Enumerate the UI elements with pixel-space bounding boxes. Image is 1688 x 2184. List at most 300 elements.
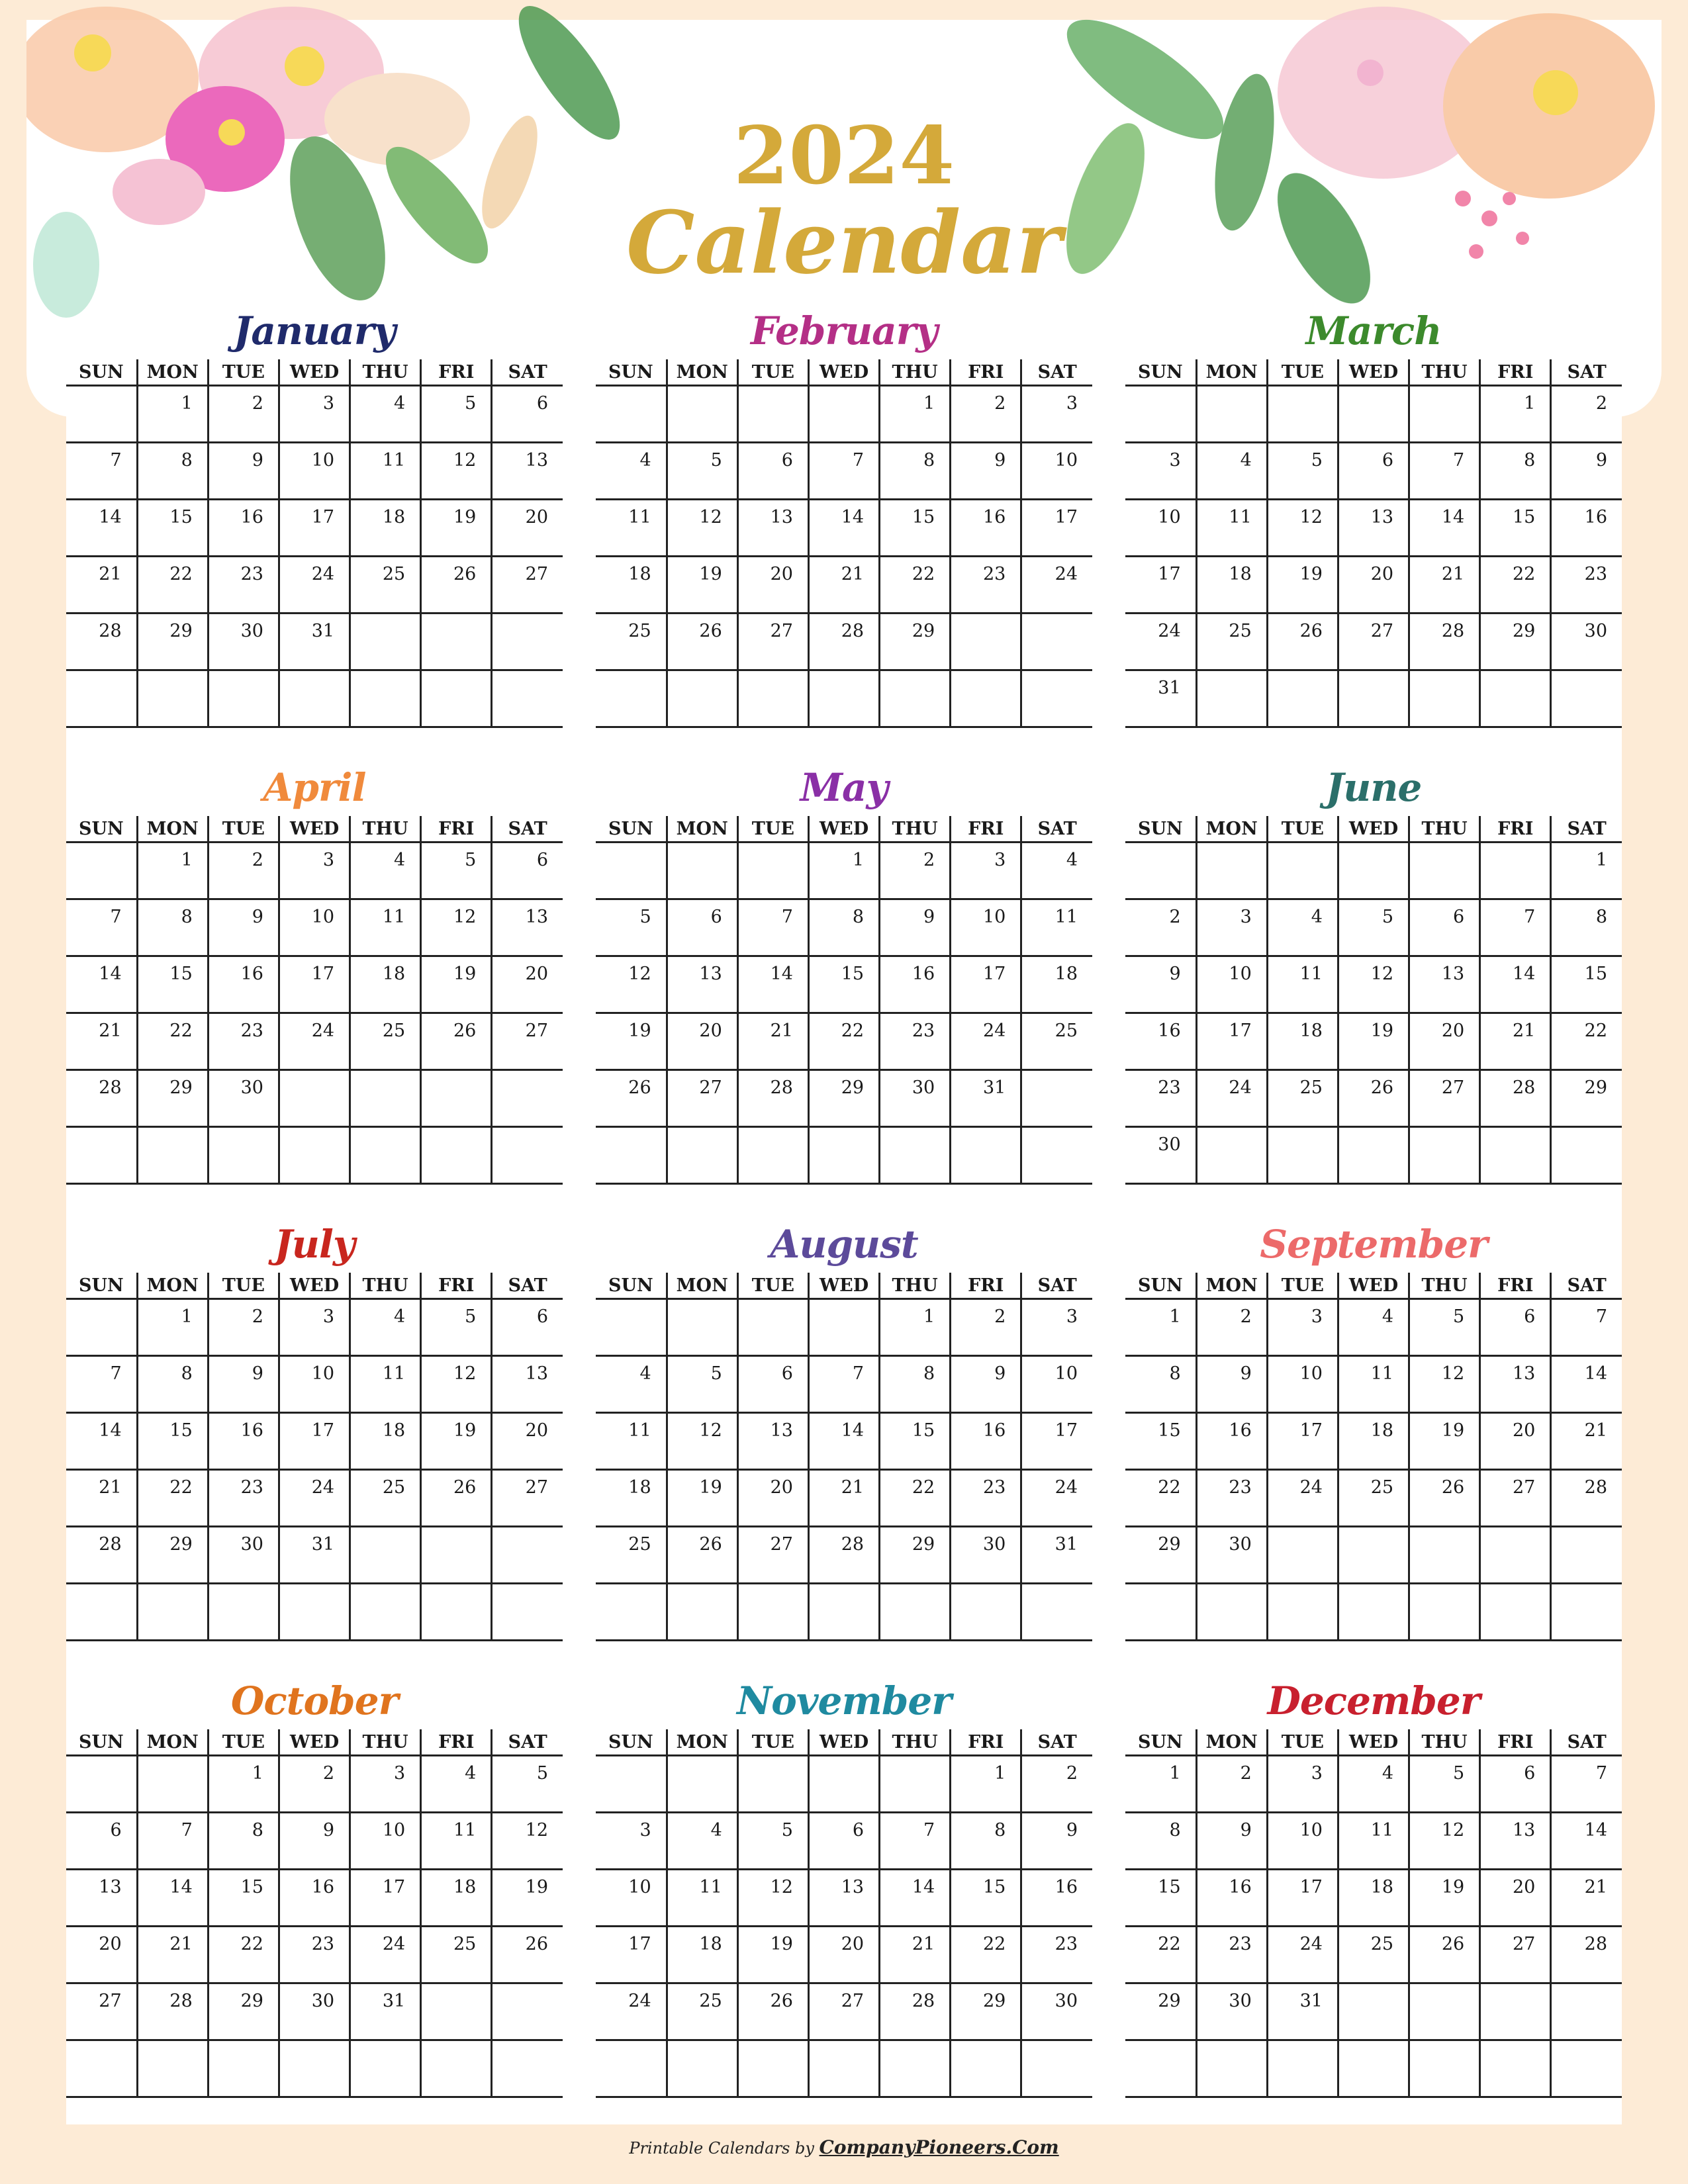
- day-number: 8: [252, 1820, 263, 1841]
- day-cell: [596, 386, 667, 443]
- weekday-header: SAT: [1021, 1273, 1092, 1299]
- day-number: 16: [240, 964, 263, 984]
- day-number: 11: [1370, 1363, 1394, 1384]
- week-row: [596, 1356, 1092, 1413]
- day-cell: [1021, 1756, 1092, 1813]
- day-cell: [279, 899, 350, 956]
- day-cell: [1480, 386, 1551, 443]
- day-cell: [808, 1983, 879, 2040]
- day-number: [739, 387, 808, 393]
- day-number: [1339, 1984, 1408, 1991]
- day-cell: [350, 956, 421, 1013]
- day-number: 6: [1453, 907, 1465, 927]
- day-cell: [1125, 386, 1196, 443]
- weekday-header: THU: [1409, 1273, 1480, 1299]
- week-row: [596, 1527, 1092, 1584]
- day-cell: [1021, 443, 1092, 500]
- day-number: 13: [1441, 964, 1465, 984]
- day-number: 18: [382, 964, 406, 984]
- day-number: [1339, 671, 1408, 678]
- day-cell: [492, 2040, 563, 2097]
- day-number: [138, 2041, 207, 2048]
- day-cell: [421, 1584, 492, 1641]
- day-number: 5: [781, 1820, 793, 1841]
- day-number: 2: [1240, 1763, 1252, 1784]
- day-cell: [137, 1127, 208, 1184]
- day-number: [1481, 671, 1550, 678]
- month-grid: [596, 359, 1092, 728]
- day-cell: [350, 1356, 421, 1413]
- day-number: 11: [1299, 964, 1323, 984]
- week-row: [596, 1983, 1092, 2040]
- week-row: [66, 2040, 563, 2097]
- day-number: [1410, 387, 1479, 393]
- day-number: [1481, 843, 1550, 850]
- day-number: 30: [1229, 1991, 1252, 2011]
- day-number: 19: [628, 1021, 651, 1041]
- day-number: 21: [841, 1477, 865, 1498]
- day-cell: [137, 443, 208, 500]
- day-cell: [667, 1584, 737, 1641]
- day-number: [810, 1756, 878, 1763]
- day-number: 4: [710, 1820, 722, 1841]
- day-cell: [208, 557, 279, 614]
- day-cell: [1409, 1870, 1480, 1927]
- day-cell: [137, 842, 208, 899]
- weekday-header: FRI: [421, 816, 492, 842]
- day-cell: [279, 386, 350, 443]
- day-cell: [208, 670, 279, 727]
- week-row: [596, 557, 1092, 614]
- day-cell: [880, 386, 951, 443]
- day-cell: [1267, 670, 1338, 727]
- day-number: 9: [923, 907, 935, 927]
- day-number: 15: [841, 964, 865, 984]
- day-cell: [1196, 1983, 1267, 2040]
- day-number: 5: [536, 1763, 548, 1784]
- month-name: April: [263, 765, 366, 810]
- month-name: July: [274, 1222, 355, 1267]
- day-number: [422, 1128, 491, 1134]
- day-number: [351, 1128, 420, 1134]
- weekday-header: SAT: [492, 816, 563, 842]
- day-cell: [667, 1299, 737, 1356]
- day-cell: [1267, 614, 1338, 670]
- day-number: [1339, 1128, 1408, 1134]
- day-number: 22: [240, 1934, 263, 1954]
- day-number: 25: [453, 1934, 477, 1954]
- weekday-header: FRI: [951, 359, 1021, 386]
- week-row: [596, 842, 1092, 899]
- day-number: 24: [311, 1477, 335, 1498]
- day-number: 19: [1299, 564, 1323, 584]
- day-number: [492, 671, 563, 678]
- day-cell: [667, 1470, 737, 1527]
- day-cell: [137, 1470, 208, 1527]
- day-number: 13: [1370, 507, 1394, 527]
- day-number: 7: [781, 907, 793, 927]
- day-cell: [1551, 1470, 1622, 1527]
- day-number: 24: [982, 1021, 1006, 1041]
- day-cell: [880, 443, 951, 500]
- day-number: 2: [252, 850, 263, 870]
- day-cell: [1021, 500, 1092, 557]
- day-cell: [1125, 1813, 1196, 1870]
- day-number: 14: [841, 507, 865, 527]
- weekday-header: SUN: [596, 816, 667, 842]
- day-number: 15: [169, 507, 193, 527]
- day-number: 23: [1229, 1934, 1252, 1954]
- day-number: 7: [1595, 1763, 1607, 1784]
- day-number: 15: [1158, 1420, 1181, 1441]
- day-number: 2: [994, 393, 1006, 414]
- day-number: 5: [465, 1306, 477, 1327]
- day-cell: [492, 1584, 563, 1641]
- day-cell: [1409, 1927, 1480, 1983]
- day-number: 23: [1229, 1477, 1252, 1498]
- day-number: [1481, 2041, 1550, 2048]
- day-cell: [737, 1470, 808, 1527]
- day-cell: [951, 1299, 1021, 1356]
- week-row: [596, 500, 1092, 557]
- day-number: 14: [1584, 1820, 1607, 1841]
- day-cell: [808, 2040, 879, 2097]
- weekday-header: THU: [1409, 1729, 1480, 1756]
- day-cell: [1409, 1983, 1480, 2040]
- footer-prefix: Printable Calendars by: [629, 2139, 820, 2158]
- day-number: [1268, 1527, 1337, 1534]
- day-cell: [66, 1983, 137, 2040]
- day-cell: [737, 614, 808, 670]
- day-number: 23: [1055, 1934, 1078, 1954]
- day-cell: [350, 443, 421, 500]
- weekday-header: TUE: [208, 359, 279, 386]
- day-cell: [1551, 1070, 1622, 1127]
- day-cell: [66, 956, 137, 1013]
- weekday-header: THU: [880, 359, 951, 386]
- day-cell: [208, 1527, 279, 1584]
- day-cell: [350, 1127, 421, 1184]
- day-number: 13: [525, 907, 548, 927]
- day-number: 23: [982, 1477, 1006, 1498]
- day-number: 18: [1229, 564, 1252, 584]
- weekday-header: WED: [279, 359, 350, 386]
- day-cell: [492, 1013, 563, 1070]
- day-cell: [951, 899, 1021, 956]
- day-cell: [1480, 1413, 1551, 1470]
- day-cell: [1338, 2040, 1409, 2097]
- day-cell: [1125, 1927, 1196, 1983]
- day-cell: [1125, 1584, 1196, 1641]
- weekday-header: WED: [808, 1729, 879, 1756]
- weekday-header: WED: [808, 816, 879, 842]
- day-cell: [880, 956, 951, 1013]
- week-row: [66, 1927, 563, 1983]
- day-number: 16: [1584, 507, 1607, 527]
- day-cell: [1551, 1983, 1622, 2040]
- day-cell: [66, 2040, 137, 2097]
- day-number: 15: [1512, 507, 1536, 527]
- weekday-header: TUE: [737, 1729, 808, 1756]
- day-number: [880, 1756, 949, 1763]
- day-number: 1: [252, 1763, 263, 1784]
- day-number: 22: [1158, 1934, 1181, 1954]
- day-number: 9: [252, 1363, 263, 1384]
- day-cell: [1409, 2040, 1480, 2097]
- day-cell: [208, 1127, 279, 1184]
- day-number: 31: [1055, 1534, 1078, 1555]
- week-row: [66, 1527, 563, 1584]
- week-row: [596, 1584, 1092, 1641]
- day-number: 12: [525, 1820, 548, 1841]
- day-number: 13: [841, 1877, 865, 1897]
- day-number: 12: [453, 450, 477, 471]
- day-cell: [1125, 899, 1196, 956]
- day-cell: [1021, 1299, 1092, 1356]
- day-number: 10: [1299, 1820, 1323, 1841]
- day-number: 11: [1370, 1820, 1394, 1841]
- weekday-header: SUN: [66, 1273, 137, 1299]
- day-number: [668, 843, 737, 850]
- day-number: 12: [1299, 507, 1323, 527]
- day-number: 28: [841, 621, 865, 641]
- day-number: 10: [311, 907, 335, 927]
- day-number: [810, 671, 878, 678]
- day-cell: [1125, 557, 1196, 614]
- day-number: 2: [252, 393, 263, 414]
- day-cell: [1551, 2040, 1622, 2097]
- day-cell: [880, 1127, 951, 1184]
- day-number: [1410, 671, 1479, 678]
- day-cell: [596, 1756, 667, 1813]
- day-number: 3: [1066, 393, 1078, 414]
- day-cell: [1267, 1756, 1338, 1813]
- day-cell: [137, 1983, 208, 2040]
- day-cell: [1021, 1870, 1092, 1927]
- day-cell: [421, 557, 492, 614]
- day-cell: [951, 1870, 1021, 1927]
- day-cell: [279, 1927, 350, 1983]
- day-number: 4: [1382, 1763, 1394, 1784]
- day-number: [739, 1128, 808, 1134]
- day-number: [596, 2041, 666, 2048]
- week-row: [596, 1413, 1092, 1470]
- day-number: 1: [1595, 850, 1607, 870]
- day-cell: [279, 1413, 350, 1470]
- day-number: 15: [982, 1877, 1006, 1897]
- day-cell: [880, 1527, 951, 1584]
- day-cell: [808, 1927, 879, 1983]
- day-number: 1: [1524, 393, 1536, 414]
- day-cell: [208, 386, 279, 443]
- day-cell: [880, 670, 951, 727]
- day-number: 30: [912, 1077, 935, 1098]
- day-cell: [1480, 1299, 1551, 1356]
- footer-brand[interactable]: CompanyPioneers.Com: [819, 2136, 1059, 2158]
- day-number: [209, 671, 278, 678]
- day-number: 4: [1240, 450, 1252, 471]
- day-number: [668, 387, 737, 393]
- day-cell: [208, 1983, 279, 2040]
- day-number: 28: [169, 1991, 193, 2011]
- month-grid: [66, 359, 563, 728]
- day-number: 30: [240, 1077, 263, 1098]
- weekday-header: THU: [350, 1273, 421, 1299]
- day-number: 20: [699, 1021, 722, 1041]
- day-cell: [808, 614, 879, 670]
- day-number: 2: [923, 850, 935, 870]
- month-september: [1125, 1221, 1622, 1641]
- day-number: 12: [699, 507, 722, 527]
- day-cell: [1196, 956, 1267, 1013]
- day-cell: [1267, 1070, 1338, 1127]
- day-number: 3: [394, 1763, 406, 1784]
- day-cell: [1196, 1013, 1267, 1070]
- day-number: 18: [1370, 1420, 1394, 1441]
- day-cell: [492, 443, 563, 500]
- day-number: 22: [912, 1477, 935, 1498]
- week-row: [596, 1070, 1092, 1127]
- weekday-header: MON: [667, 816, 737, 842]
- day-number: 3: [994, 850, 1006, 870]
- day-number: 1: [923, 393, 935, 414]
- day-number: 17: [311, 964, 335, 984]
- week-row: [1125, 670, 1622, 727]
- day-number: 1: [1169, 1763, 1181, 1784]
- day-number: 24: [311, 564, 335, 584]
- day-cell: [596, 899, 667, 956]
- day-cell: [667, 443, 737, 500]
- weekday-header: MON: [1196, 359, 1267, 386]
- day-cell: [1267, 1013, 1338, 1070]
- day-cell: [421, 2040, 492, 2097]
- day-cell: [1125, 1756, 1196, 1813]
- day-number: 17: [382, 1877, 406, 1897]
- day-cell: [951, 956, 1021, 1013]
- day-cell: [1196, 670, 1267, 727]
- day-cell: [1196, 2040, 1267, 2097]
- day-cell: [880, 1356, 951, 1413]
- day-cell: [350, 1756, 421, 1813]
- day-number: [668, 1756, 737, 1763]
- week-row: [1125, 1870, 1622, 1927]
- day-number: 13: [770, 507, 793, 527]
- weekday-header: MON: [137, 1729, 208, 1756]
- day-cell: [1480, 670, 1551, 727]
- day-number: 4: [639, 1363, 651, 1384]
- day-cell: [1021, 1013, 1092, 1070]
- day-number: 24: [1158, 621, 1181, 641]
- day-cell: [951, 1413, 1021, 1470]
- day-cell: [737, 386, 808, 443]
- month-name: May: [800, 765, 888, 810]
- day-number: 18: [382, 1420, 406, 1441]
- day-cell: [1409, 1413, 1480, 1470]
- day-cell: [492, 1983, 563, 2040]
- day-cell: [66, 1584, 137, 1641]
- day-number: [492, 1128, 563, 1134]
- day-number: [492, 1527, 563, 1534]
- day-number: 6: [781, 1363, 793, 1384]
- day-number: 2: [1066, 1763, 1078, 1784]
- day-number: [596, 1128, 666, 1134]
- day-number: 21: [99, 564, 122, 584]
- day-cell: [1338, 557, 1409, 614]
- day-cell: [951, 500, 1021, 557]
- day-cell: [421, 1413, 492, 1470]
- day-number: [739, 671, 808, 678]
- day-cell: [1480, 1013, 1551, 1070]
- day-cell: [1338, 1870, 1409, 1927]
- day-cell: [667, 956, 737, 1013]
- day-number: [951, 671, 1020, 678]
- day-cell: [279, 1756, 350, 1813]
- day-number: 2: [1595, 393, 1607, 414]
- week-row: [1125, 1299, 1622, 1356]
- day-number: 28: [1584, 1934, 1607, 1954]
- day-number: [951, 2041, 1020, 2048]
- day-cell: [667, 2040, 737, 2097]
- weekday-header: SUN: [1125, 1729, 1196, 1756]
- day-number: 8: [181, 450, 193, 471]
- day-number: 31: [1299, 1991, 1323, 2011]
- day-cell: [808, 1299, 879, 1356]
- day-number: 16: [240, 1420, 263, 1441]
- day-number: [1410, 843, 1479, 850]
- week-row: [1125, 614, 1622, 670]
- day-cell: [350, 1927, 421, 1983]
- day-cell: [667, 614, 737, 670]
- day-cell: [1125, 443, 1196, 500]
- day-cell: [1480, 557, 1551, 614]
- weekday-header: FRI: [1480, 816, 1551, 842]
- day-cell: [596, 1356, 667, 1413]
- day-cell: [808, 1756, 879, 1813]
- weekday-header: SUN: [1125, 1273, 1196, 1299]
- week-row: [596, 1927, 1092, 1983]
- day-cell: [1480, 956, 1551, 1013]
- day-number: 15: [1158, 1877, 1181, 1897]
- day-cell: [137, 1813, 208, 1870]
- day-cell: [1021, 842, 1092, 899]
- day-number: 12: [453, 907, 477, 927]
- day-number: 14: [169, 1877, 193, 1897]
- month-may: [596, 764, 1092, 1185]
- day-number: 15: [1584, 964, 1607, 984]
- day-number: 8: [923, 450, 935, 471]
- day-cell: [66, 1413, 137, 1470]
- day-cell: [137, 899, 208, 956]
- day-cell: [421, 1756, 492, 1813]
- day-number: 18: [1055, 964, 1078, 984]
- day-number: 13: [1512, 1363, 1536, 1384]
- day-number: 8: [852, 907, 865, 927]
- day-cell: [66, 386, 137, 443]
- weekday-header: TUE: [737, 359, 808, 386]
- day-cell: [737, 1127, 808, 1184]
- day-cell: [951, 1813, 1021, 1870]
- day-number: [1022, 2041, 1092, 2048]
- day-cell: [421, 670, 492, 727]
- day-number: 14: [841, 1420, 865, 1441]
- day-number: 10: [1158, 507, 1181, 527]
- month-name: March: [1305, 308, 1442, 353]
- day-cell: [66, 1927, 137, 1983]
- day-cell: [421, 1813, 492, 1870]
- day-cell: [279, 1584, 350, 1641]
- day-cell: [880, 2040, 951, 2097]
- day-cell: [66, 1756, 137, 1813]
